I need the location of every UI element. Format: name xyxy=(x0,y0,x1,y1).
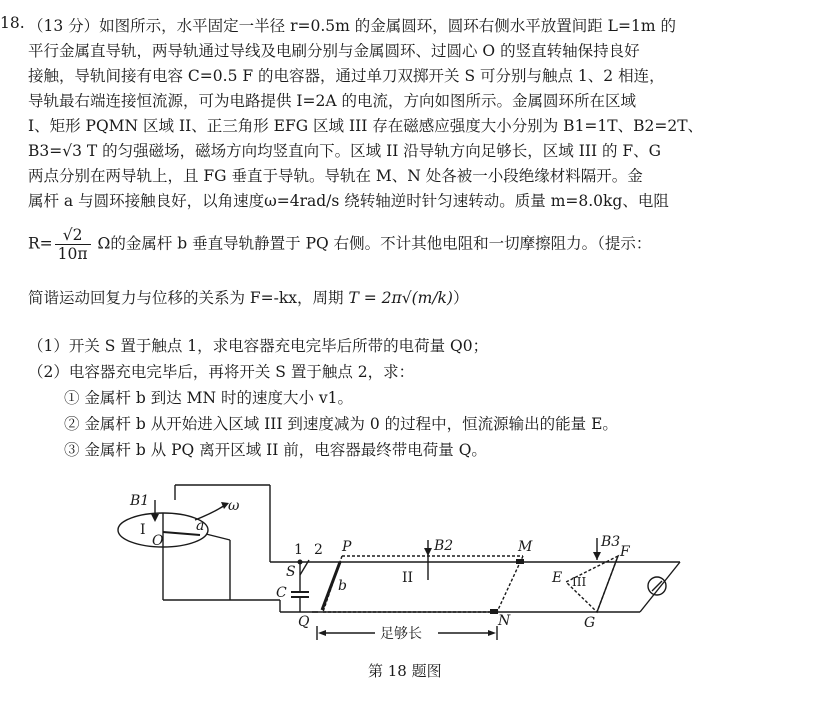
label-E: E xyxy=(552,570,563,586)
resistance-fraction: $\frac{√2}{10\pi}$ xyxy=(55,226,91,263)
label-S: S xyxy=(286,564,296,580)
label-region-III: III xyxy=(572,575,587,589)
label-a: a xyxy=(196,518,205,534)
sub-question-2: （2）电容器充电完毕后，再将开关 S 置于触点 2，求： xyxy=(28,363,415,381)
label-O: O xyxy=(152,533,164,549)
label-sufficient-length: 足够长 xyxy=(380,626,422,642)
text-line-7: 属杆 a 与圆环接触良好，以角速度ω=4rad/s 绕转轴逆时针匀速转动。质量 m=8.0kg、电阻 xyxy=(28,192,669,210)
text-line-3: 导轨最右端连接恒流源，可为电路提供 I=2A 的电流，方向如图所示。金属圆环所在区域 xyxy=(28,92,637,110)
label-P: P xyxy=(342,539,352,555)
question-number: 18. xyxy=(0,14,25,32)
label-B3: B3 xyxy=(601,534,621,550)
text-line-0: （13 分）如图所示，水平固定一半径 r=0.5m 的金属圆环，圆环右侧水平放置间距 L=1m 的 xyxy=(28,17,676,35)
sub-item-1: ① 金属杆 b 到达 MN 时的速度大小 v1。 xyxy=(64,389,354,407)
period-formula: T = 2π√(m/k) xyxy=(348,289,453,307)
text-line-5: B3=√3 T 的匀强磁场，磁场方向均竖直向下。区域 II 沿导轨方向足够长，区域 III 的 F、G xyxy=(28,142,662,160)
text-line-1: 平行金属直导轨，两导轨通过导线及电刷分别与金属圆环、过圆心 O 的竖直转轴保持良好 xyxy=(28,42,640,60)
text-line-2: 接触，导轨间接有电容 C=0.5 F 的电容器，通过单刀双掷开关 S 可分别与触点 1、2 相连， xyxy=(28,67,665,85)
text-line-4: I、矩形 PQMN 区域 II、正三角形 EFG 区域 III 存在磁感应强度大小分别为 B1=1T、B2=2T、 xyxy=(28,117,704,135)
label-region-I: I xyxy=(140,522,146,538)
label-contact-2: 2 xyxy=(314,542,323,558)
label-contact-1: 1 xyxy=(294,542,303,558)
text-line-6: 两点分别在两导轨上，且 FG 垂直于导轨。导轨在 M、N 处各被一小段绝缘材料隔开。金 xyxy=(28,167,643,185)
label-omega: ω xyxy=(228,498,240,514)
rod-a xyxy=(163,532,200,535)
text-line-resistance: R= $\frac{√2}{10\pi}$ Ω的金属杆 b 垂直导轨静置于 PQ 右侧。不计其他电阻和一切摩擦阻力。（提示： xyxy=(28,226,652,263)
sub-question-1: （1）开关 S 置于触点 1，求电容器充电完毕后所带的电荷量 Q0； xyxy=(28,337,489,355)
label-G: G xyxy=(584,615,596,631)
label-B1: B1 xyxy=(130,493,150,509)
label-B2: B2 xyxy=(434,538,454,554)
figure-caption: 第 18 题图 xyxy=(368,662,442,680)
label-N: N xyxy=(498,613,511,629)
sub-item-3: ③ 金属杆 b 从 PQ 离开区域 II 前，电容器最终带电荷量 Q。 xyxy=(64,441,487,459)
question-points: （13 分） xyxy=(28,17,100,35)
label-C: C xyxy=(276,585,287,601)
label-Q: Q xyxy=(298,614,310,630)
text-line-hint: 简谐运动回复力与位移的关系为 F=-kx，周期 T = 2π√(m/k)） xyxy=(28,289,469,307)
label-F: F xyxy=(620,544,630,560)
label-region-II: II xyxy=(402,570,414,586)
label-M: M xyxy=(518,539,533,555)
sub-item-2: ② 金属杆 b 从开始进入区域 III 到速度减为 0 的过程中，恒流源输出的能量 E。 xyxy=(64,415,618,433)
label-b: b xyxy=(338,578,347,594)
